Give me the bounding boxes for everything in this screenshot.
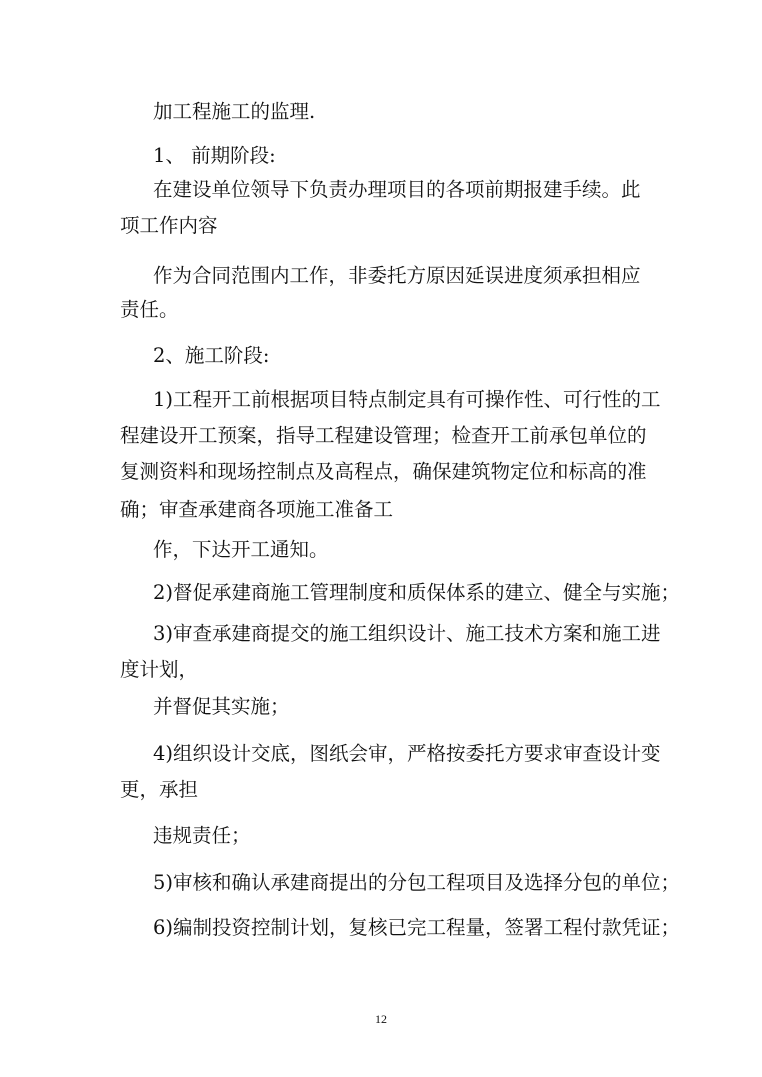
section-heading: 1、 前期阶段: bbox=[153, 144, 276, 167]
text-line: 3)审查承建商提交的施工组织设计、施工技术方案和施工进 bbox=[153, 622, 661, 645]
section-heading: 2、施工阶段: bbox=[153, 344, 270, 367]
text-line: 6)编制投资控制计划，复核已完工程量，签署工程付款凭证； bbox=[153, 916, 681, 939]
text-line: 更，承担 bbox=[120, 778, 199, 801]
text-line: 程建设开工预案，指导工程建设管理；检查开工前承包单位的 bbox=[120, 424, 647, 447]
text-line: 度计划， bbox=[120, 658, 199, 681]
text-line: 4)组织设计交底，图纸会审，严格按委托方要求审查设计变 bbox=[153, 742, 661, 765]
text-line: 违规责任； bbox=[153, 824, 251, 847]
text-line: 5)审核和确认承建商提出的分包工程项目及选择分包的单位； bbox=[153, 871, 681, 894]
text-line: 加工程施工的监理. bbox=[153, 100, 316, 123]
text-line: 项工作内容 bbox=[120, 214, 218, 237]
text-line: 作，下达开工通知。 bbox=[153, 538, 329, 561]
text-line: 在建设单位领导下负责办理项目的各项前期报建手续。此 bbox=[153, 178, 641, 201]
page-number: 12 bbox=[375, 1012, 387, 1026]
text-line: 作为合同范围内工作，非委托方原因延误进度须承担相应 bbox=[153, 264, 641, 287]
text-line: 2)督促承建商施工管理制度和质保体系的建立、健全与实施； bbox=[153, 581, 681, 604]
text-line: 确；审查承建商各项施工准备工 bbox=[120, 498, 394, 521]
text-line: 责任。 bbox=[120, 298, 179, 321]
text-line: 复测资料和现场控制点及高程点，确保建筑物定位和标高的准 bbox=[120, 460, 647, 483]
text-line: 1)工程开工前根据项目特点制定具有可操作性、可行性的工 bbox=[153, 388, 661, 411]
text-line: 并督促其实施； bbox=[153, 695, 290, 718]
